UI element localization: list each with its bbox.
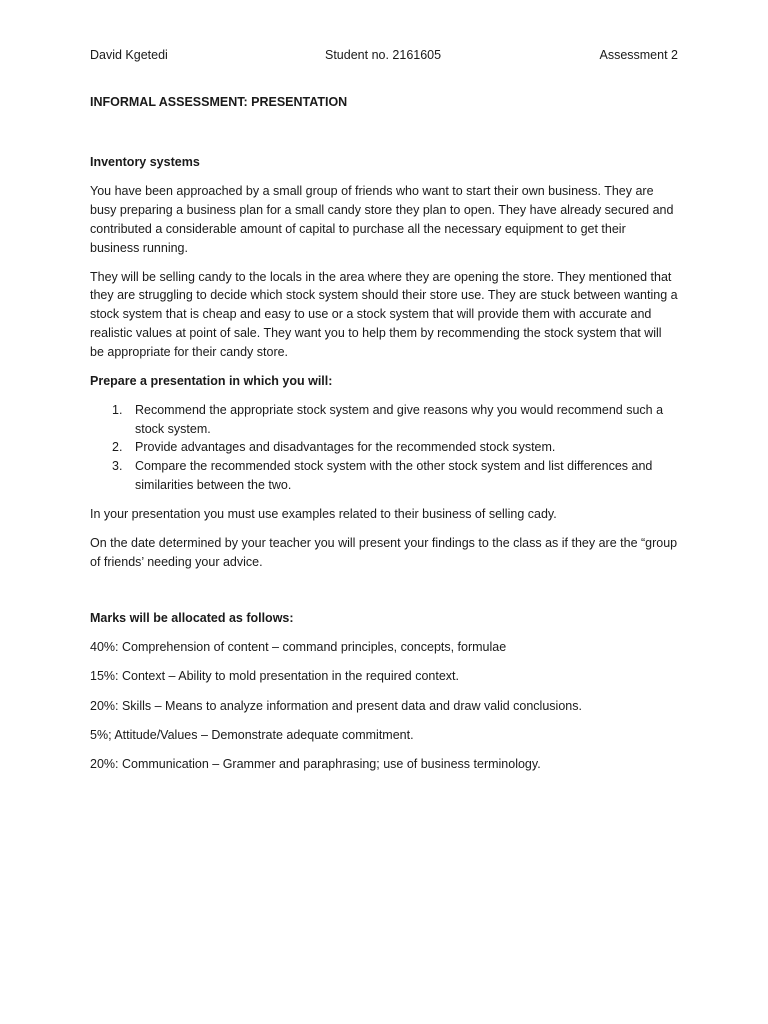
- list-item: [90, 457, 678, 494]
- marks-heading: Marks will be allocated as follows:: [90, 610, 294, 625]
- task-intro: Prepare a presentation in which you will:: [90, 373, 333, 388]
- list-item-text: Compare the recommended stock system with the other stock system and list differences and similarities between the two.: [135, 459, 653, 492]
- marks-item: 20%: Communication – Grammer and paraphrasing; use of business terminology.: [90, 757, 541, 772]
- document-title: INFORMAL ASSESSMENT: PRESENTATION: [90, 95, 348, 109]
- list-item-number: 1.: [112, 402, 123, 417]
- intro-paragraph: You have been approached by a small group of friends who want to start their own business. They are busy preparing a business plan for a small candy store they plan to open. They have already secured and contributed a considerable amount of capital to purchase all the necessary equipment to get their business running.: [90, 184, 674, 255]
- marks-item: 20%: Skills – Means to analyze information and present data and draw valid conclusions.: [90, 698, 582, 713]
- list-item: [90, 438, 678, 457]
- document-page: [90, 46, 678, 784]
- document-header: [90, 46, 678, 66]
- list-item-number: 2.: [112, 440, 123, 455]
- examples-paragraph: In your presentation you must use examples related to their business of selling cady.: [90, 506, 557, 521]
- marks-item: 5%; Attitude/Values – Demonstrate adequate commitment.: [90, 727, 414, 742]
- marks-item: 40%: Comprehension of content – command principles, concepts, formulae: [90, 640, 507, 655]
- context-paragraph: They will be selling candy to the locals in the area where they are opening the store. They mentioned that they are struggling to decide which stock system should their store use. They are stuck between wanting a stock system that is cheap and easy to use or a stock system that will provide them with accurate and realistic values at point of sale. They want you to help them by recommending the stock system that will be appropriate for their candy store.: [90, 269, 678, 359]
- task-list: [90, 401, 678, 495]
- student-name: David Kgetedi: [90, 48, 168, 62]
- list-item-text: Recommend the appropriate stock system and give reasons why you would recommend such a stock system.: [135, 402, 664, 436]
- section-heading: Inventory systems: [90, 154, 200, 169]
- student-number: Student no. 2161605: [325, 48, 442, 62]
- presentation-date-paragraph: On the date determined by your teacher you will present your findings to the class as if they are the “group of friends’ needing your advice.: [90, 536, 678, 569]
- list-item-text: Provide advantages and disadvantages for the recommended stock system.: [135, 440, 556, 455]
- marks-item: 15%: Context – Ability to mold presentation in the required context.: [90, 669, 459, 684]
- list-item-number: 3.: [112, 459, 123, 474]
- assessment-label: Assessment 2: [599, 48, 678, 62]
- list-item: [90, 401, 678, 438]
